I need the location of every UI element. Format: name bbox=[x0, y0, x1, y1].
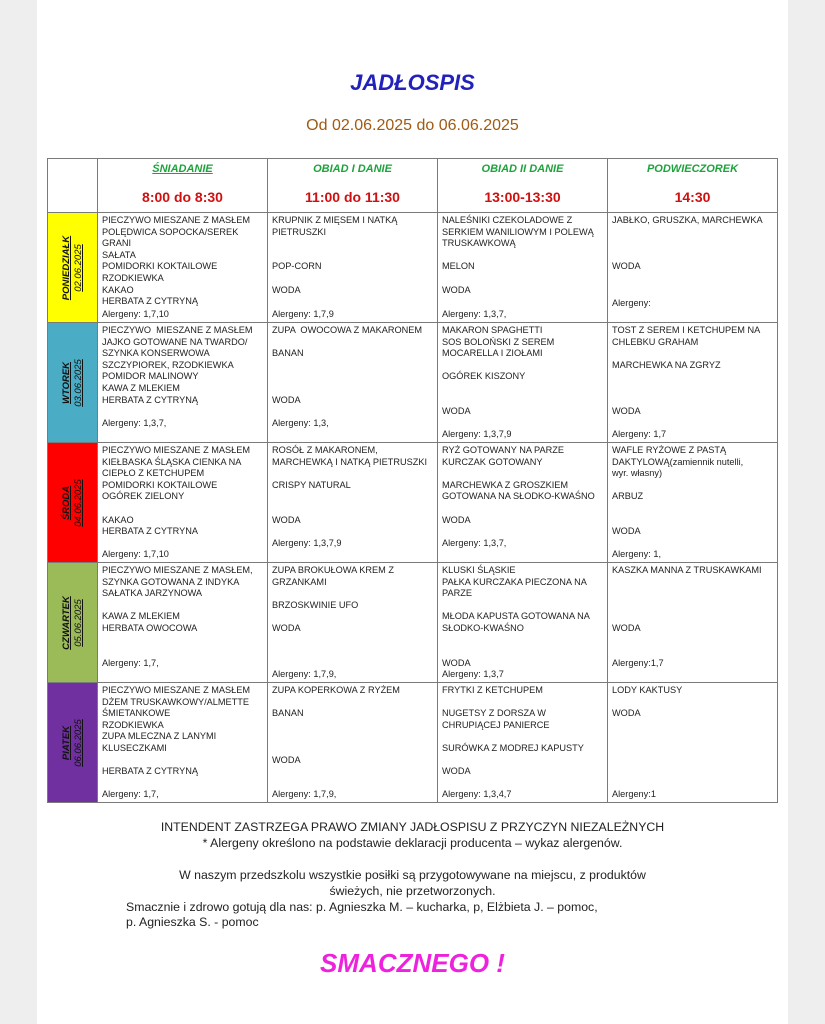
dish-list: PIECZYWO MIESZANE Z MASŁEM, SZYNKA GOTOWANA Z INDYKA SAŁATKA JARZYNOWA KAWA Z MLEKIEM HERBATA OWOCOWA bbox=[102, 565, 253, 633]
allergen-info: Alergeny: 1,7, bbox=[102, 789, 159, 800]
day-date: 04.06.2025 bbox=[72, 478, 84, 527]
dish-list: KLUSKI ŚLĄSKIE PAŁKA KURCZAKA PIECZONA NA PARZE MŁODA KAPUSTA GOTOWANA NA SŁODKO-KWAŚNO WODA bbox=[442, 565, 590, 668]
day-name: ŚRODA bbox=[60, 485, 72, 520]
meal-time: 14:30 bbox=[674, 188, 711, 205]
day-name: CZWARTEK bbox=[60, 595, 72, 650]
menu-cell bbox=[438, 683, 608, 803]
allergen-info: Alergeny: 1,3,7,9 bbox=[442, 429, 512, 440]
day-label-cell bbox=[48, 323, 98, 443]
dish-list: PIECZYWO MIESZANE Z MASŁEM POLĘDWICA SOPOCKA/SEREK GRANI SAŁATA POMIDORKI KOKTAILOWE RZODKIEWKA KAKAO HERBATA Z CYTRYNĄ bbox=[102, 215, 251, 307]
footer-notice: INTENDENT ZASTRZEGA PRAWO ZMIANY JADŁOSPISU Z PRZYCZYN NIEZALEŻNYCH bbox=[160, 820, 665, 834]
meal-time: 8:00 do 8:30 bbox=[142, 188, 223, 205]
dish-list: PIECZYWO MIESZANE Z MASŁEM DŻEM TRUSKAWKOWY/ALMETTE ŚMIETANKOWE RZODKIEWKA ZUPA MLECZNA Z LANYMI KLUSECZKAMI HERBATA Z CYTRYNĄ bbox=[102, 685, 251, 777]
day-date: 02.06.2025 bbox=[72, 243, 84, 292]
allergen-info: Alergeny: 1,7,10 bbox=[102, 309, 169, 320]
day-date: 05.06.2025 bbox=[72, 598, 84, 647]
footer-cooks-line: p. Agnieszka S. - pomoc bbox=[126, 915, 259, 929]
meal-header-lunch-1 bbox=[268, 159, 438, 213]
allergen-info: Alergeny:1 bbox=[612, 789, 656, 800]
menu-cell bbox=[268, 213, 438, 323]
dish-list: ZUPA OWOCOWA Z MAKARONEM BANAN WODA bbox=[272, 325, 423, 405]
meal-header-lunch-2 bbox=[438, 159, 608, 213]
dish-list: RYŻ GOTOWANY NA PARZE KURCZAK GOTOWANY MARCHEWKA Z GROSZKIEM GOTOWANA NA SŁODKO-KWAŚNO WODA bbox=[442, 445, 595, 525]
dish-list: ZUPA KOPERKOWA Z RYŻEM BANAN WODA bbox=[272, 685, 400, 765]
allergen-info: Alergeny: 1,7,9 bbox=[272, 309, 334, 320]
menu-cell bbox=[98, 213, 268, 323]
day-label-cell bbox=[48, 443, 98, 563]
date-range: Od 02.06.2025 do 06.06.2025 bbox=[306, 117, 519, 134]
dish-list: PIECZYWO MIESZANE Z MASŁEM KIEŁBASKA ŚLĄSKA CIENKA NA CIEPŁO Z KETCHUPEM POMIDORKI KOKTAILOWE OGÓREK ZIELONY KAKAO HERBATA Z CYTRYNA bbox=[102, 445, 251, 537]
menu-title: JADŁOSPIS bbox=[350, 70, 475, 95]
day-label bbox=[61, 235, 85, 299]
dish-list: ROSÓŁ Z MAKARONEM, MARCHEWKĄ I NATKĄ PIETRUSZKI CRISPY NATURAL WODA bbox=[272, 445, 428, 525]
menu-cell bbox=[98, 683, 268, 803]
dish-list: ZUPA BROKUŁOWA KREM Z GRZANKAMI BRZOSKWINIE UFO WODA bbox=[272, 565, 395, 633]
meal-time: 11:00 do 11:30 bbox=[305, 188, 400, 205]
menu-cell bbox=[608, 443, 778, 563]
menu-cell bbox=[268, 323, 438, 443]
menu-cell bbox=[438, 443, 608, 563]
day-date: 03.06.2025 bbox=[72, 358, 84, 407]
day-date: 06.06.2025 bbox=[72, 718, 84, 767]
allergen-info: Alergeny: 1,3,7 bbox=[442, 669, 504, 680]
allergen-info: Alergeny:1,7 bbox=[612, 658, 664, 669]
menu-table bbox=[47, 158, 778, 803]
day-name: PONIEDZIAŁK bbox=[60, 235, 72, 300]
day-row bbox=[48, 563, 778, 683]
dish-list: NALEŚNIKI CZEKOLADOWE Z SERKIEM WANILIOWYM I POLEWĄ TRUSKAWKOWĄ MELON WODA bbox=[442, 215, 594, 295]
allergen-info: Alergeny: 1,7 bbox=[612, 429, 667, 440]
day-name: WTOREK bbox=[60, 361, 72, 404]
footer-allergen-note: * Alergeny określono na podstawie deklaracji producenta – wykaz alergenów. bbox=[202, 836, 623, 850]
dish-list: WAFLE RYŻOWE Z PASTĄ DAKTYLOWĄ(zamiennik nutelli, wyr. własny) ARBUZ WODA bbox=[612, 445, 744, 537]
meal-name: OBIAD II DANIE bbox=[481, 163, 564, 175]
menu-cell bbox=[98, 323, 268, 443]
allergen-info: Alergeny: 1,3,4,7 bbox=[442, 789, 512, 800]
day-name: PIATEK bbox=[60, 725, 72, 760]
menu-cell bbox=[608, 563, 778, 683]
day-label bbox=[61, 719, 85, 767]
menu-cell bbox=[438, 563, 608, 683]
corner-cell bbox=[48, 159, 98, 213]
day-label bbox=[61, 479, 85, 527]
allergen-info: Alergeny: 1,3,7, bbox=[442, 309, 507, 320]
day-label-cell bbox=[48, 213, 98, 323]
day-row bbox=[48, 213, 778, 323]
menu-cell bbox=[268, 683, 438, 803]
allergen-info: Alergeny: 1,3,7,9 bbox=[272, 538, 342, 549]
dish-list: KRUPNIK Z MIĘSEM I NATKĄ PIETRUSZKI POP-CORN WODA bbox=[272, 215, 398, 295]
menu-cell bbox=[268, 563, 438, 683]
meal-name: ŚNIADANIE bbox=[152, 163, 213, 175]
allergen-info: Alergeny: 1,3, bbox=[272, 418, 329, 429]
menu-cell bbox=[438, 323, 608, 443]
allergen-info: Alergeny: 1,7,9, bbox=[272, 669, 337, 680]
day-label bbox=[61, 359, 85, 407]
day-label-cell bbox=[48, 563, 98, 683]
menu-cell bbox=[608, 213, 778, 323]
allergen-info: Alergeny: bbox=[612, 298, 651, 309]
footer-info-line: świeżych, nie przetworzonych. bbox=[329, 884, 496, 898]
smacznego-text: SMACZNEGO ! bbox=[320, 948, 505, 978]
meal-name: OBIAD I DANIE bbox=[313, 163, 392, 175]
allergen-info: Alergeny: 1,3,7, bbox=[442, 538, 507, 549]
day-label-cell bbox=[48, 683, 98, 803]
allergen-info: Alergeny: 1,7, bbox=[102, 658, 159, 669]
footer-cooks-line: Smacznie i zdrowo gotują dla nas: p. Agnieszka M. – kucharka, p, Elżbieta J. – pomoc, bbox=[126, 900, 598, 914]
meal-name: PODWIECZOREK bbox=[646, 163, 739, 175]
dish-list: FRYTKI Z KETCHUPEM NUGETSY Z DORSZA W CHRUPIĄCEJ PANIERCE SURÓWKA Z MODREJ KAPUSTY WODA bbox=[442, 685, 584, 777]
menu-cell bbox=[608, 323, 778, 443]
dish-list: TOST Z SEREM I KETCHUPEM NA CHLEBKU GRAHAM MARCHEWKA NA ZGRYZ WODA bbox=[612, 325, 761, 417]
menu-cell bbox=[98, 563, 268, 683]
allergen-info: Alergeny: 1,7,9, bbox=[272, 789, 337, 800]
allergen-info: Alergeny: 1,3,7, bbox=[102, 418, 167, 429]
day-row bbox=[48, 683, 778, 803]
allergen-info: Alergeny: 1,7,10 bbox=[102, 549, 169, 560]
menu-cell bbox=[98, 443, 268, 563]
allergen-info: Alergeny: 1, bbox=[612, 549, 662, 560]
day-label bbox=[61, 596, 85, 650]
meal-time: 13:00-13:30 bbox=[484, 188, 561, 205]
menu-cell bbox=[608, 683, 778, 803]
day-row bbox=[48, 443, 778, 563]
dish-list: LODY KAKTUSY WODA bbox=[612, 685, 683, 719]
meal-header-row bbox=[48, 159, 778, 213]
dish-list: MAKARON SPAGHETTI SOS BOLOŃSKI Z SEREM MOCARELLA I ZIOŁAMI OGÓREK KISZONY WODA bbox=[442, 325, 555, 417]
day-row bbox=[48, 323, 778, 443]
dish-list: KASZKA MANNA Z TRUSKAWKAMI WODA bbox=[612, 565, 762, 633]
dish-list: JABŁKO, GRUSZKA, MARCHEWKA WODA bbox=[612, 215, 763, 272]
meal-header-breakfast bbox=[98, 159, 268, 213]
meal-header-snack bbox=[608, 159, 778, 213]
menu-cell bbox=[438, 213, 608, 323]
dish-list: PIECZYWO MIESZANE Z MASŁEM JAJKO GOTOWANE NA TWARDO/ SZYNKA KONSERWOWA SZCZYPIOREK, RZODKIEWKA POMIDOR MALINOWY KAWA Z MLEKIEM HERBATA Z CYTRYNĄ bbox=[102, 325, 253, 405]
footer-info-line: W naszym przedszkolu wszystkie posiłki są przygotowywane na miejscu, z produktów bbox=[179, 868, 646, 882]
menu-cell bbox=[268, 443, 438, 563]
